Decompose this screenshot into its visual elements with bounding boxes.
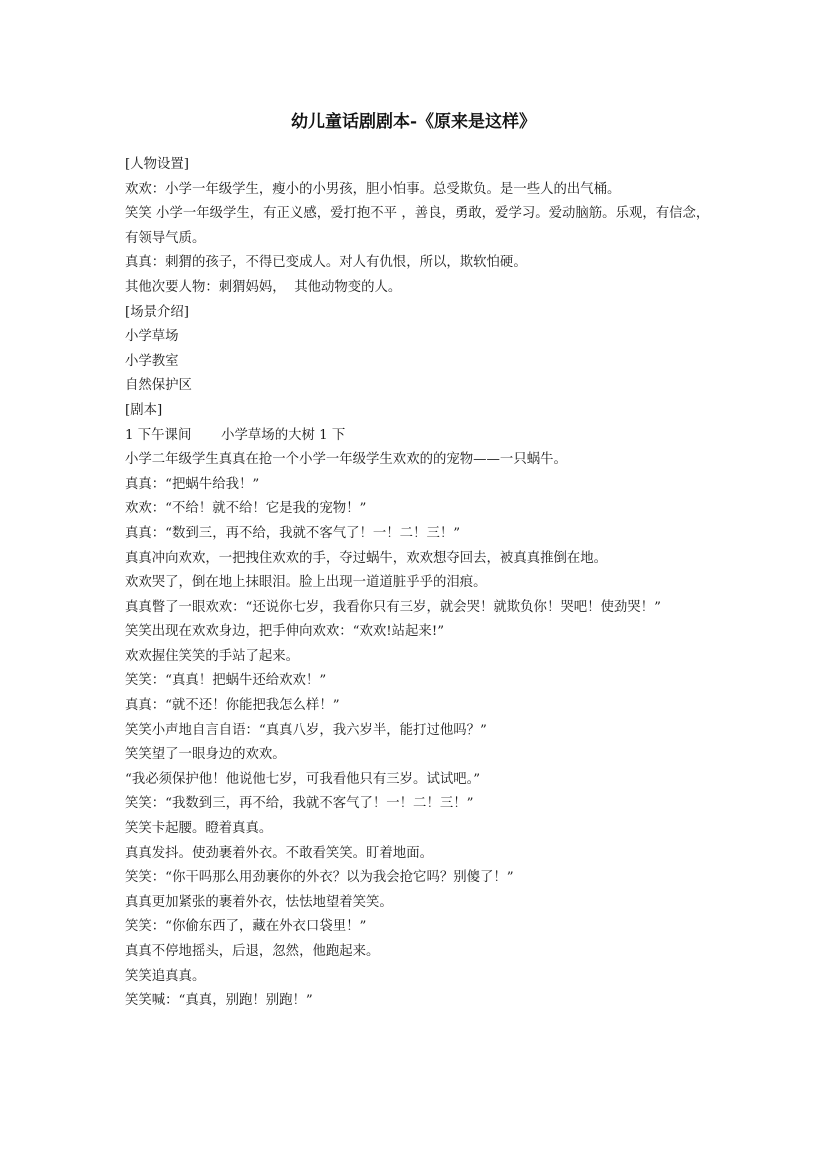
paragraph: 笑笑：“我数到三，再不给，我就不客气了！一！二！三！” — [125, 796, 474, 812]
paragraph: 自然保护区 — [125, 378, 192, 394]
paragraph: 笑笑出现在欢欢身边，把手伸向欢欢：“欢欢!站起来!” — [125, 624, 445, 640]
paragraph: [剧本] — [125, 402, 163, 418]
paragraph: 真真发抖。使劲裹着外衣。不敢看笑笑。盯着地面。 — [125, 845, 433, 861]
document-title: 幼儿童话剧剧本-《原来是这样》 — [290, 112, 537, 132]
paragraph: [场景介绍] — [125, 304, 190, 320]
paragraph: 小学草场 — [125, 329, 179, 345]
paragraph: 小学二年级学生真真在抢一个小学一年级学生欢欢的的宠物——一只蜗牛。 — [125, 452, 567, 468]
paragraph: 欢欢：“不给！就不给！它是我的宠物！” — [125, 501, 367, 517]
paragraph: 小学教室 — [125, 353, 179, 369]
document-body — [125, 153, 710, 1014]
paragraph: 笑笑小声地自言自语：“真真八岁，我六岁半，能打过他吗？” — [125, 722, 487, 738]
paragraph: 笑笑卡起腰。瞪着真真。 — [125, 821, 273, 837]
paragraph: 其他次要人物：刺猬妈妈， 其他动物变的人。 — [125, 279, 402, 295]
paragraph: 欢欢握住笑笑的手站了起来。 — [125, 648, 300, 664]
paragraph: 笑笑 小学一年级学生，有正义感，爱打抱不平 ，善良，勇敢，爱学习。爱动脑筋。乐观，有信念，有领导气质。 — [125, 206, 710, 246]
paragraph: 真真更加紧张的裹着外衣，怯怯地望着笑笑。 — [125, 894, 393, 910]
paragraph: 笑笑追真真。 — [125, 968, 206, 984]
paragraph: “我必须保护他！他说他七岁，可我看他只有三岁。试试吧。” — [125, 771, 481, 787]
paragraph: 真真：“就不还！你能把我怎么样！” — [125, 698, 340, 714]
paragraph: 真真冲向欢欢，一把拽住欢欢的手，夺过蜗牛，欢欢想夺回去，被真真推倒在地。 — [125, 550, 608, 566]
paragraph: 笑笑望了一眼身边的欢欢。 — [125, 747, 286, 763]
paragraph: 真真：“把蜗牛给我！” — [125, 476, 260, 492]
paragraph: 笑笑：“你偷东西了，藏在外衣口袋里！” — [125, 919, 367, 935]
paragraph: 真真不停地摇头，后退，忽然，他跑起来。 — [125, 944, 380, 959]
paragraph: 真真瞥了一眼欢欢：“还说你七岁，我看你只有三岁，就会哭！就欺负你！哭吧！使劲哭！” — [125, 599, 661, 615]
paragraph: 真真：刺猬的孩子，不得已变成人。对人有仇恨，所以，欺软怕硬。 — [125, 255, 527, 271]
paragraph: 欢欢哭了，倒在地上抹眼泪。脸上出现一道道脏乎乎的泪痕。 — [125, 575, 487, 591]
paragraph: 1 下午课间 小学草场的大树 1 下 — [125, 427, 346, 443]
paragraph: 笑笑：“真真！把蜗牛还给欢欢！” — [125, 673, 327, 689]
paragraph: 真真：“数到三，再不给，我就不客气了！一！二！三！” — [125, 525, 461, 541]
paragraph: [人物设置] — [125, 157, 190, 172]
paragraph: 欢欢：小学一年级学生，瘦小的小男孩，胆小怕事。总受欺负。是一些人的出气桶。 — [125, 181, 621, 197]
paragraph: 笑笑喊：“真真，别跑！别跑！” — [125, 993, 313, 1009]
paragraph: 笑笑：“你干吗那么用劲裹你的外衣？以为我会抢它吗？别傻了！” — [125, 870, 514, 886]
